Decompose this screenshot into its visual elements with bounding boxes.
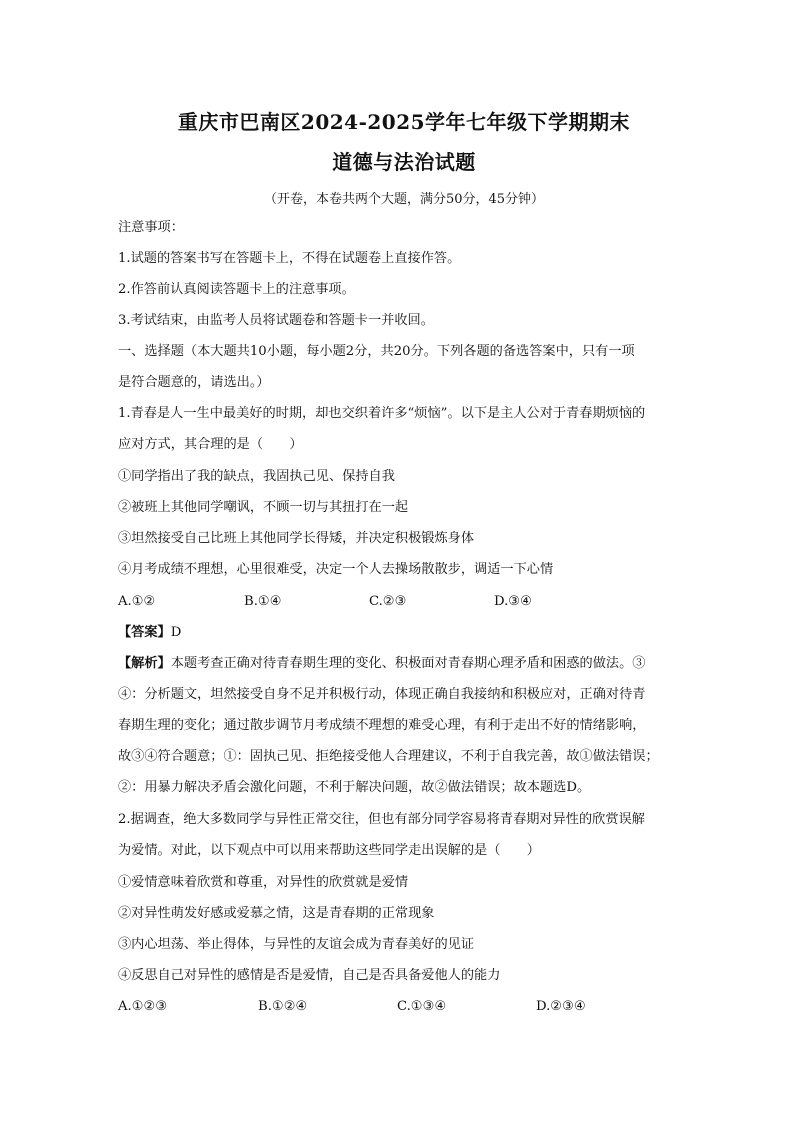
q2-option-a: A.①②③ xyxy=(118,999,168,1014)
exam-title: 重庆市巴南区2024-2025学年七年级下学期期末 xyxy=(177,110,631,134)
q2-option-d: D.②③④ xyxy=(536,999,586,1014)
answer-value: D xyxy=(170,625,182,640)
notes-heading: 注意事项： xyxy=(118,220,184,235)
q1-stem-cont: 应对方式，其合理的是（ ） xyxy=(118,437,303,452)
q2-option-c: C.①③④ xyxy=(397,999,447,1014)
q1-analysis-line: 故③④符合题意；①：固执己见、拒绝接受他人合理建议，不利于自我完善，故①做法错误； xyxy=(118,749,659,764)
q2-option-b: B.①②④ xyxy=(258,999,308,1014)
section1-intro-cont: 是符合题意的，请选出。） xyxy=(118,375,270,390)
q2-statement-4: ④反思自己对异性的感情是否是爱情，自己是否具备爱他人的能力 xyxy=(118,968,501,983)
exam-page xyxy=(118,0,690,1123)
section1-intro: 一、选择题（本大题共10小题，每小题2分，共20分。下列各题的备选答案中，只有一项 xyxy=(118,344,635,359)
q2-statement-2: ②对异性萌发好感或爱慕之情，这是青春期的正常现象 xyxy=(118,906,435,921)
analysis-text: 本题考查正确对待青春期生理的变化、积极面对青春期心理矛盾和困惑的做法。③ xyxy=(170,656,646,671)
q1-option-a: A.①② xyxy=(118,594,156,609)
analysis-label: 【解析】 xyxy=(118,656,171,671)
q1-analysis xyxy=(118,655,646,673)
q1-option-b: B.①④ xyxy=(244,594,282,609)
note-item-2: 2.作答前认真阅读答题卡上的注意事项。 xyxy=(118,282,355,297)
q1-statement-1: ①同学指出了我的缺点，我固执己见、保持自我 xyxy=(118,469,395,484)
q1-statement-2: ②被班上其他同学嘲讽，不顾一切与其扭打在一起 xyxy=(118,500,409,515)
note-item-3: 3.考试结束，由监考人员将试题卷和答题卡一并收回。 xyxy=(118,313,434,328)
q1-analysis-line: ②：用暴力解决矛盾会激化问题，不利于解决问题，故②做法错误；故本题选D。 xyxy=(118,780,591,795)
exam-subtitle: （开卷，本卷共两个大题，满分50分，45分钟） xyxy=(263,192,545,207)
q2-statement-1: ①爱情意味着欣赏和尊重，对异性的欣赏就是爱情 xyxy=(118,875,409,890)
q1-option-c: C.②③ xyxy=(369,594,407,609)
q1-analysis-line: 春期生理的变化；通过散步调节月考成绩不理想的难受心理，有利于走出不好的情绪影响， xyxy=(118,718,646,733)
q1-analysis-line: ④：分析题文，坦然接受自身不足并积极行动，体现正确自我接纳和积极应对，正确对待青 xyxy=(118,687,646,702)
q1-answer xyxy=(118,624,181,642)
note-item-1: 1.试题的答案书写在答题卡上，不得在试题卷上直接作答。 xyxy=(118,251,461,266)
q1-stem: 1.青春是人一生中最美好的时期，却也交织着许多“烦恼”。以下是主人公对于青春期烦恼的 xyxy=(118,406,646,421)
q1-option-d: D.③④ xyxy=(494,594,532,609)
q1-statement-3: ③坦然接受自己比班上其他同学长得矮，并决定积极锻炼身体 xyxy=(118,531,475,546)
q2-stem-cont: 为爱情。对此，以下观点中可以用来帮助这些同学走出误解的是（ ） xyxy=(118,843,540,858)
answer-label: 【答案】 xyxy=(118,625,171,640)
q2-stem: 2.据调查，绝大多数同学与异性正常交往，但也有部分同学容易将青春期对异性的欣赏误解 xyxy=(118,812,645,827)
q1-statement-4: ④月考成绩不理想，心里很难受，决定一个人去操场散散步，调适一下心情 xyxy=(118,562,554,577)
q2-statement-3: ③内心坦荡、举止得体，与异性的友谊会成为青春美好的见证 xyxy=(118,937,475,952)
exam-subject-title: 道德与法治试题 xyxy=(332,150,476,174)
